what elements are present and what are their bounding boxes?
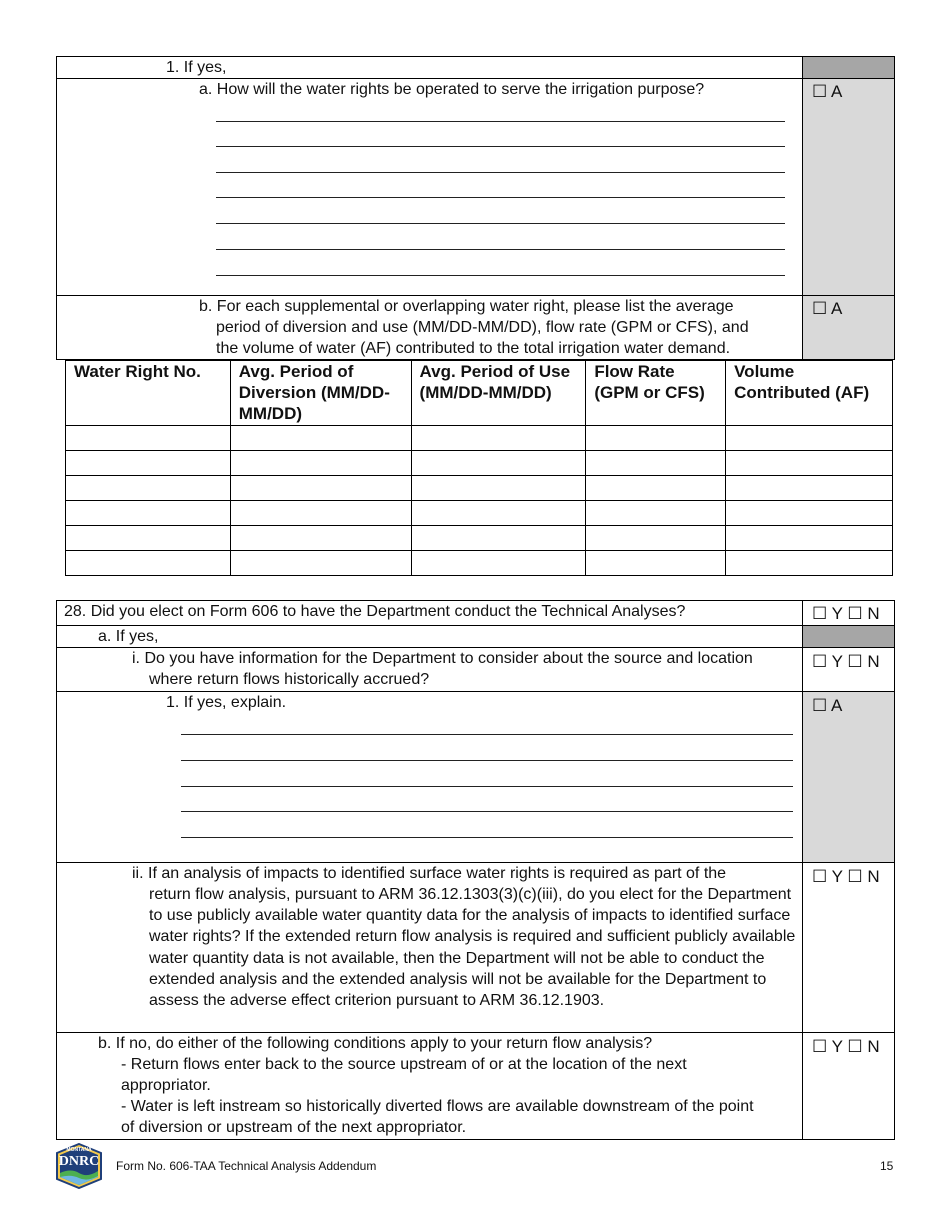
table-cell[interactable] [586, 551, 726, 576]
table-cell[interactable] [66, 426, 231, 451]
question-28a-ii-body: return flow analysis, pursuant to ARM 36.12.1303(3)(c)(iii), do you elect for the Department to use publicly available water quantity data for the analysis of impacts to identified surface water rights? If the extended return flow analysis is required and sufficient publicly available water quantity data is not available, then the Department will not be able to conduct the extended analysis and the extended analysis will not be available for the Department to assess the adverse effect criterion pursuant to ARM 36.12.1903. [149, 886, 796, 1010]
answer-line[interactable] [216, 249, 785, 250]
question-28b: b. If no, do either of the following conditions apply to your return flow analysis? [98, 1035, 653, 1052]
footer-form-name: Form No. 606-TAA Technical Analysis Addendum [116, 1159, 377, 1173]
table-cell[interactable] [66, 526, 231, 551]
answer-line[interactable] [181, 786, 793, 787]
table-cell[interactable] [726, 501, 893, 526]
answer-line[interactable] [181, 760, 793, 761]
question-b-line2: period of diversion and use (MM/DD-MM/DD), flow rate (GPM or CFS), and [216, 319, 749, 336]
if-yes-label: 1. If yes, [166, 59, 227, 76]
table-header-row [66, 361, 893, 426]
table-cell[interactable] [230, 551, 411, 576]
section27-header-shade [803, 57, 894, 78]
question-28: 28. Did you elect on Form 606 to have the Department conduct the Technical Analyses? [64, 603, 686, 620]
section28-row-divider-1 [56, 625, 895, 626]
table-cell[interactable] [411, 451, 586, 476]
header-avg-period-diversion: Avg. Period of Diversion (MM/DD-MM/DD) [230, 361, 411, 426]
table-cell[interactable] [586, 451, 726, 476]
question-a-operation: a. How will the water rights be operated to serve the irrigation purpose? [199, 81, 705, 98]
condition-1: - Return flows enter back to the source upstream of or at the location of the next appropriator. [121, 1056, 687, 1095]
answer-line[interactable] [181, 811, 793, 812]
table-cell[interactable] [230, 526, 411, 551]
table-cell[interactable] [230, 426, 411, 451]
table-cell[interactable] [230, 451, 411, 476]
table-cell[interactable] [726, 526, 893, 551]
answer-line[interactable] [216, 172, 785, 173]
answer-28a-i-checkbox[interactable]: ☐ Y ☐ N [812, 652, 880, 671]
table-cell[interactable] [586, 501, 726, 526]
table-row [66, 501, 893, 526]
answer-line[interactable] [216, 121, 785, 122]
question-28a-ii-line1: ii. If an analysis of impacts to identified surface water rights is required as part of the [132, 865, 727, 882]
table-cell[interactable] [726, 551, 893, 576]
table-row [66, 526, 893, 551]
table-cell[interactable] [586, 476, 726, 501]
explain-label: 1. If yes, explain. [166, 694, 287, 711]
answer-b-checkbox[interactable]: ☐ A [812, 299, 843, 318]
table-cell[interactable] [726, 476, 893, 501]
water-right-table [65, 360, 893, 576]
header-avg-period-use: Avg. Period of Use (MM/DD-MM/DD) [411, 361, 586, 426]
answer-line[interactable] [216, 197, 785, 198]
table-cell[interactable] [411, 551, 586, 576]
table-cell[interactable] [726, 451, 893, 476]
answer-explain-checkbox[interactable]: ☐ A [812, 696, 843, 715]
question-28a: a. If yes, [98, 628, 159, 645]
table-cell[interactable] [586, 426, 726, 451]
table-row [66, 551, 893, 576]
answer-line[interactable] [216, 275, 785, 276]
header-flow-rate: Flow Rate (GPM or CFS) [586, 361, 726, 426]
table-cell[interactable] [66, 476, 231, 501]
table-cell[interactable] [66, 501, 231, 526]
logo-text: DNRC [58, 1154, 100, 1169]
section28-header-shade [803, 626, 894, 647]
table-cell[interactable] [66, 451, 231, 476]
question-28a-i-line2: where return flows historically accrued? [149, 671, 430, 688]
answer-28b-checkbox[interactable]: ☐ Y ☐ N [812, 1037, 880, 1056]
table-row [66, 426, 893, 451]
answer-28a-ii-checkbox[interactable]: ☐ Y ☐ N [812, 867, 880, 886]
section28-explain-shade [803, 692, 894, 862]
table-row [66, 476, 893, 501]
header-volume-contributed: Volume Contributed (AF) [726, 361, 893, 426]
answer-line[interactable] [181, 734, 793, 735]
table-cell[interactable] [411, 476, 586, 501]
table-cell[interactable] [726, 426, 893, 451]
answer-28-checkbox[interactable]: ☐ Y ☐ N [812, 604, 880, 623]
table-cell[interactable] [411, 426, 586, 451]
table-cell[interactable] [230, 476, 411, 501]
answer-a-checkbox[interactable]: ☐ A [812, 82, 843, 101]
question-28a-i-line1: i. Do you have information for the Department to consider about the source and location [132, 650, 753, 667]
header-water-right-no: Water Right No. [66, 361, 231, 426]
table-cell[interactable] [586, 526, 726, 551]
answer-line[interactable] [216, 146, 785, 147]
table-cell[interactable] [411, 526, 586, 551]
table-row [66, 451, 893, 476]
dnrc-logo [55, 1143, 103, 1189]
table-cell[interactable] [230, 501, 411, 526]
answer-line[interactable] [216, 223, 785, 224]
table-cell[interactable] [411, 501, 586, 526]
table-cell[interactable] [66, 551, 231, 576]
condition-2: - Water is left instream so historically diverted flows are available downstream of the point of diversion or upstream of the next appropriator. [121, 1098, 754, 1137]
answer-line[interactable] [181, 837, 793, 838]
question-b-line3: the volume of water (AF) contributed to the total irrigation water demand. [216, 340, 731, 357]
section27-column-divider [802, 56, 803, 360]
footer-page-number: 15 [880, 1159, 894, 1173]
question-b-line1: b. For each supplemental or overlapping water right, please list the average [199, 298, 734, 315]
logo-top-text: MONTANA [66, 1147, 92, 1153]
section28-column-divider [802, 600, 803, 1140]
